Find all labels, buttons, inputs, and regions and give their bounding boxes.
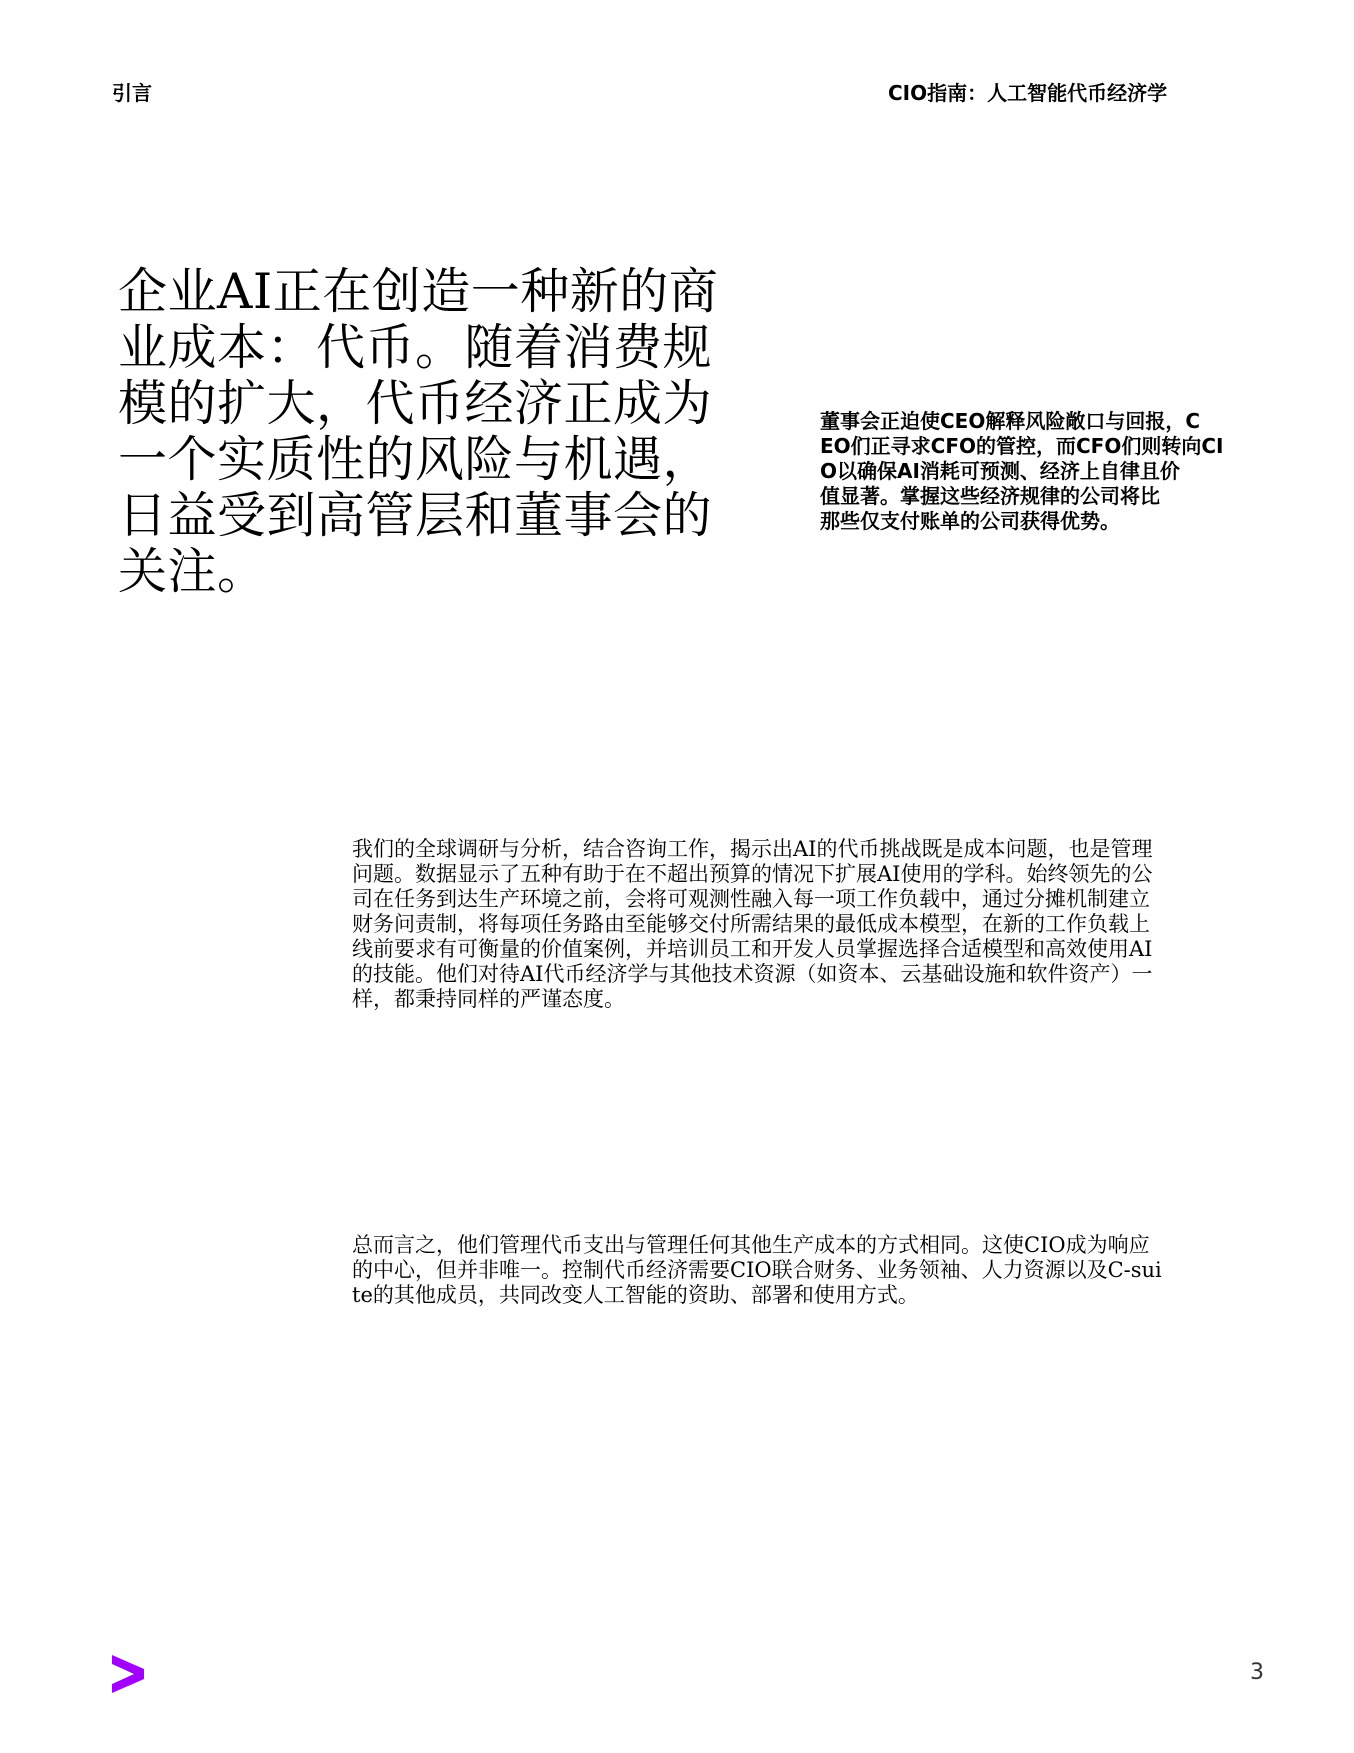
document-title: CIO指南：人工智能代币经济学 (888, 81, 1168, 105)
headline: 企业AI正在创造一种新的商 业成本：代币。随着消费规 模的扩大，代币经济正成为 一个实质性的风险与机遇， 日益受到高管层和董事会的 关注。 (118, 263, 719, 600)
page-number: 3 (1250, 1660, 1264, 1685)
body-paragraph-2: 总而言之，他们管理代币支出与管理任何其他生产成本的方式相同。这使CIO成为响应 的中心，但并非唯一。控制代币经济需要CIO联合财务、业务领袖、人力资源以及C-sui te的其他成员，共同改变人工智能的资助、部署和使用方式。 (352, 1233, 1162, 1307)
brand-logo (110, 1655, 146, 1693)
section-label: 引言 (112, 81, 152, 105)
chevron-right-icon (110, 1655, 146, 1693)
callout-text: 董事会正迫使CEO解释风险敞口与回报，C EO们正寻求CFO的管控，而CFO们则转向CI O以确保AI消耗可预测、经济上自律且价 值显著。掌握这些经济规律的公司将比 那些仅支付账单的公司获得优势。 (820, 409, 1224, 533)
body-paragraph-1: 我们的全球调研与分析，结合咨询工作，揭示出AI的代币挑战既是成本问题，也是管理 问题。数据显示了五种有助于在不超出预算的情况下扩展AI使用的学科。始终领先的公 司在任务到达生产环境之前，会将可观测性融入每一项工作负载中，通过分摊机制建立 财务问责制，将每项任务路由至能够交付所需结果的最低成本模型，在新的工作负载上 线前要求有可衡量的价值案例，并培训员工和开发人员掌握选择合适模型和高效使用AI 的技能。他们对待AI代币经济学与其他技术资源（如资本、云基础设施和软件资产）一 样，都秉持同样的严谨态度。 (352, 837, 1153, 1011)
